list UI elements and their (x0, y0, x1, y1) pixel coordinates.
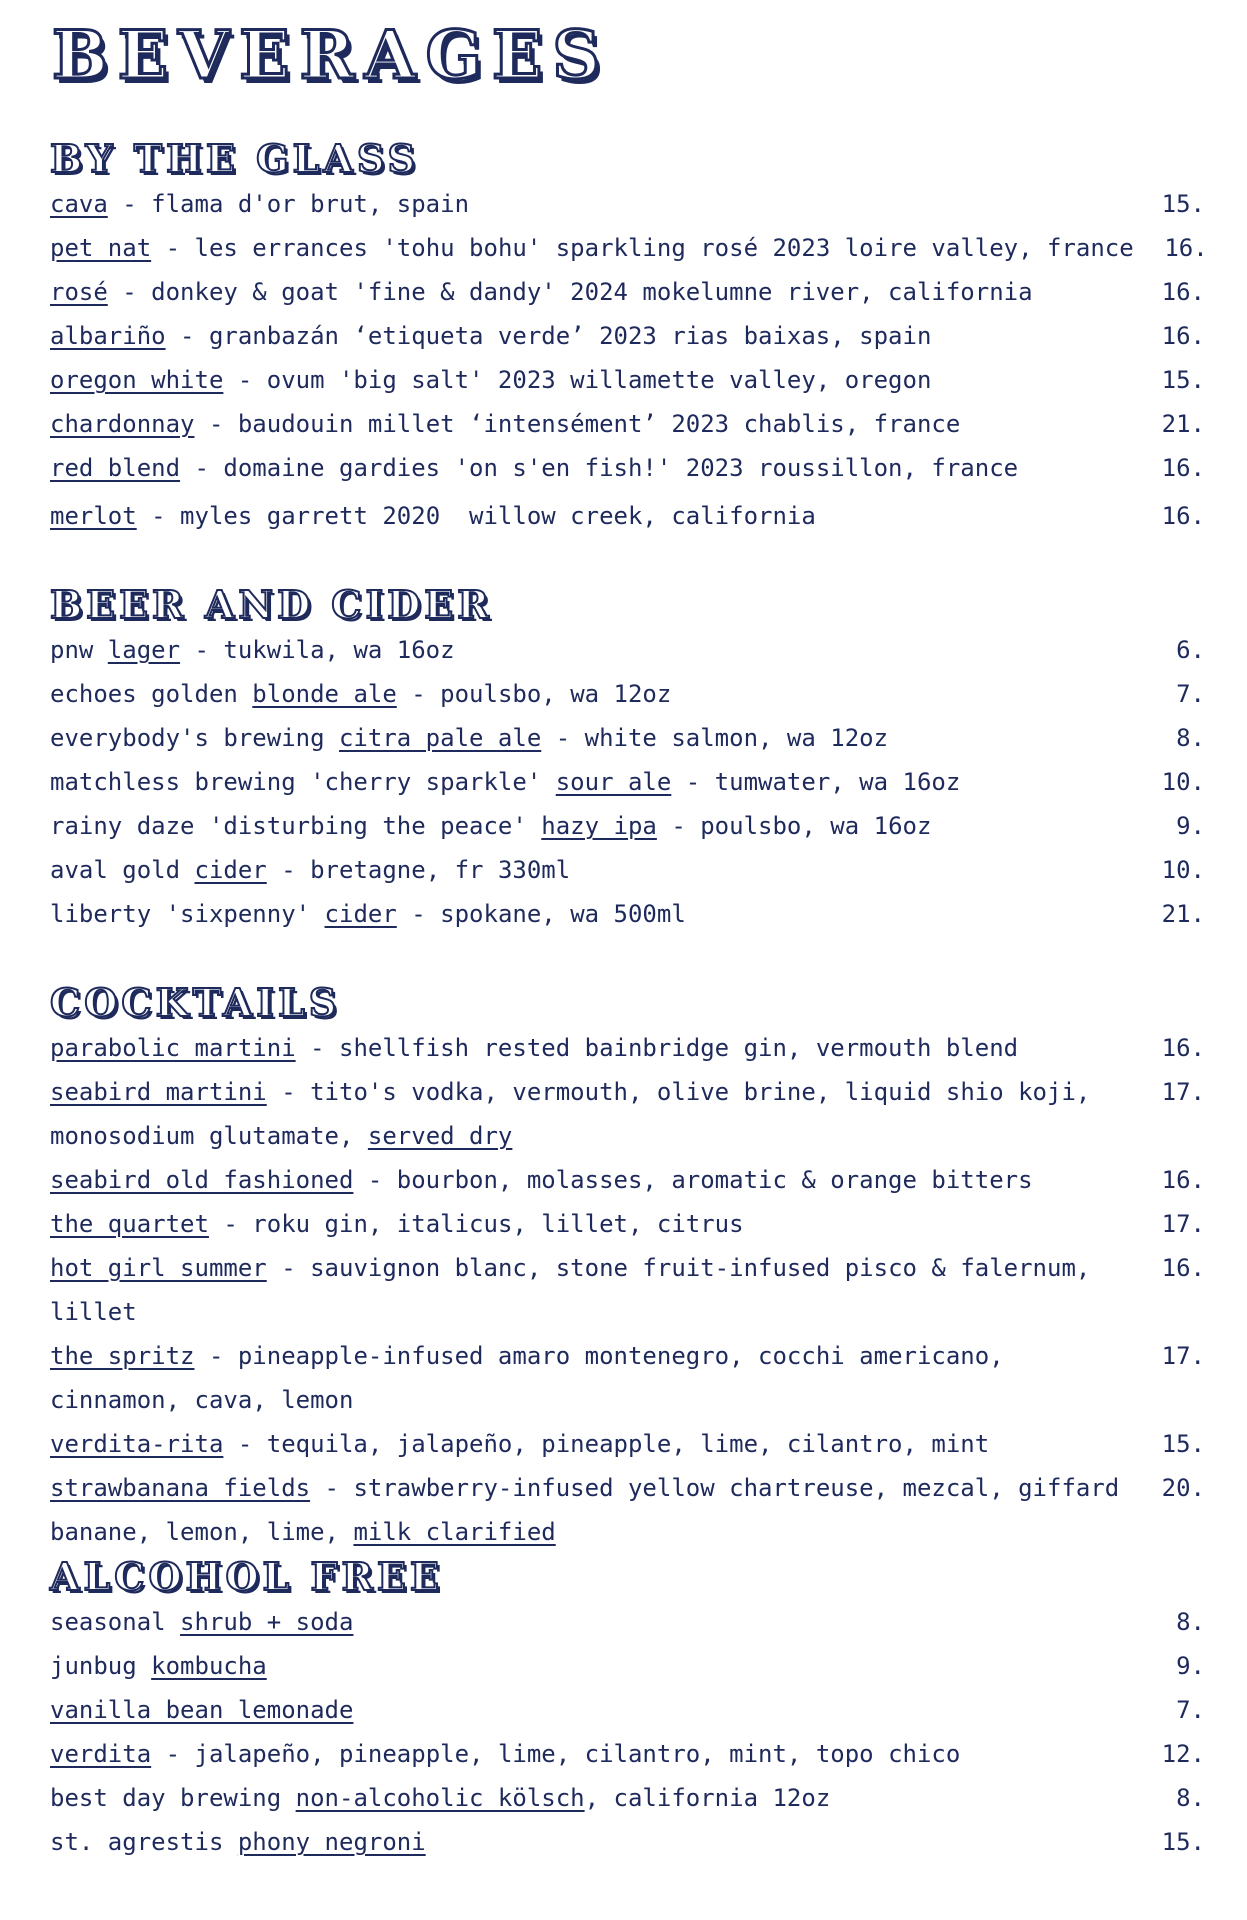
item-price: 9. (1176, 812, 1205, 840)
item-price: 12. (1161, 1740, 1205, 1768)
item-price: 20. (1161, 1474, 1205, 1502)
list-item: strawbanana fields - strawberry-infused yellow chartreuse, mezcal, giffard banane, lemon, lime, milk clarified 20. (50, 1466, 1205, 1554)
item-price: 10. (1161, 768, 1205, 796)
list-item: seabird old fashioned - bourbon, molasses, aromatic & orange bitters 16. (50, 1158, 1205, 1202)
list-item: rainy daze 'disturbing the peace' hazy ipa - poulsbo, wa 16oz 9. (50, 804, 1205, 848)
item-name: seabird old fashioned (50, 1166, 354, 1194)
section-by-the-glass (50, 136, 1208, 538)
item-name: merlot (50, 502, 137, 530)
item-name: red blend (50, 454, 181, 482)
item-price: 15. (1161, 366, 1205, 394)
section-title: ALCOHOL FREE (50, 1554, 443, 1599)
section-title: BEER AND CIDER (50, 582, 493, 627)
item-name: cider (324, 900, 397, 928)
section-title: COCKTAILS (50, 980, 341, 1025)
list-item: st. agrestis phony negroni 15. (50, 1820, 1205, 1864)
item-price: 16. (1161, 502, 1205, 530)
item-price: 8. (1176, 1784, 1205, 1812)
item-name: kombucha (151, 1652, 267, 1680)
item-price: 16. (1161, 454, 1205, 482)
item-name: cider (194, 856, 267, 884)
section-cocktails (50, 980, 1205, 1554)
item-name: verdita (50, 1740, 152, 1768)
item-price: 10. (1161, 856, 1205, 884)
item-name: seabird martini (50, 1078, 267, 1106)
list-item: echoes golden blonde ale - poulsbo, wa 12oz 7. (50, 672, 1205, 716)
item-name: shrub + soda (180, 1608, 354, 1636)
list-item: parabolic martini - shellfish rested bainbridge gin, vermouth blend 16. (50, 1026, 1205, 1070)
item-price: 17. (1161, 1210, 1205, 1238)
section-title: BY THE GLASS (50, 136, 419, 181)
item-price: 16. (1164, 234, 1208, 262)
list-item: oregon white - ovum 'big salt' 2023 willamette valley, oregon 15. (50, 358, 1205, 402)
item-name: chardonnay (50, 410, 195, 438)
item-price: 7. (1176, 680, 1205, 708)
item-price: 17. (1161, 1078, 1205, 1106)
list-item: the spritz - pineapple-infused amaro montenegro, cocchi americano, cinnamon, cava, lemon 17. (50, 1334, 1205, 1422)
item-price: 21. (1161, 900, 1205, 928)
item-name: hot girl summer (50, 1254, 267, 1282)
item-name: pet nat (50, 234, 152, 262)
item-price: 16. (1161, 1034, 1205, 1062)
list-item: verdita-rita - tequila, jalapeño, pineapple, lime, cilantro, mint 15. (50, 1422, 1205, 1466)
list-item: pet nat - les errances 'tohu bohu' sparkling rosé 2023 loire valley, france 16. (50, 226, 1205, 270)
list-item: seasonal shrub + soda 8. (50, 1600, 1205, 1644)
list-item: everybody's brewing citra pale ale - white salmon, wa 12oz 8. (50, 716, 1205, 760)
item-price: 21. (1161, 410, 1205, 438)
list-item: rosé - donkey & goat 'fine & dandy' 2024 mokelumne river, california 16. (50, 270, 1205, 314)
item-name: parabolic martini (50, 1034, 296, 1062)
list-item: best day brewing non-alcoholic kölsch, california 12oz 8. (50, 1776, 1205, 1820)
item-name: vanilla bean lemonade (50, 1696, 354, 1724)
item-price: 16. (1161, 1166, 1205, 1194)
list-item (50, 1688, 1205, 1732)
list-item: albariño - granbazán ‘etiqueta verde’ 2023 rias baixas, spain 16. (50, 314, 1205, 358)
item-price: 8. (1176, 724, 1205, 752)
section-beer-and-cider (50, 582, 1205, 936)
list-item: verdita - jalapeño, pineapple, lime, cilantro, mint, topo chico 12. (50, 1732, 1205, 1776)
item-name: albariño (50, 322, 166, 350)
list-item: the quartet - roku gin, italicus, lillet, citrus 17. (50, 1202, 1205, 1246)
item-name: verdita-rita (50, 1430, 224, 1458)
item-name: citra pale ale (338, 724, 542, 752)
item-name: the quartet (50, 1210, 209, 1238)
list-item: matchless brewing 'cherry sparkle' sour ale - tumwater, wa 16oz 10. (50, 760, 1205, 804)
item-price: 6. (1176, 636, 1205, 664)
item-price: 16. (1161, 322, 1205, 350)
item-price: 15. (1161, 1828, 1205, 1856)
item-name: phony negroni (237, 1828, 426, 1856)
item-name: the spritz (50, 1342, 195, 1370)
list-item: junbug kombucha 9. (50, 1644, 1205, 1688)
item-name: non-alcoholic kölsch (295, 1784, 585, 1812)
item-price: 16. (1161, 1254, 1205, 1282)
list-item: red blend - domaine gardies 'on s'en fish!' 2023 roussillon, france 16. (50, 446, 1205, 490)
item-name: lager (107, 636, 181, 664)
item-price: 16. (1161, 278, 1205, 306)
item-name: cava (50, 190, 108, 218)
item-name: sour ale (555, 768, 672, 796)
item-name: hazy ipa (541, 812, 657, 840)
list-item: aval gold cider - bretagne, fr 330ml 10. (50, 848, 1205, 892)
item-price: 15. (1161, 190, 1205, 218)
list-item: liberty 'sixpenny' cider - spokane, wa 500ml 21. (50, 892, 1205, 936)
list-item: merlot - myles garrett 2020 willow creek, california 16. (50, 494, 1205, 538)
page-title: BEVERAGES (52, 16, 610, 94)
item-price: 8. (1176, 1608, 1205, 1636)
item-price: 15. (1161, 1430, 1205, 1458)
item-name: oregon white (50, 366, 224, 394)
list-item: hot girl summer - sauvignon blanc, stone fruit-infused pisco & falernum, lillet 16. (50, 1246, 1205, 1334)
item-price: 7. (1176, 1696, 1205, 1724)
list-item: cava - flama d'or brut, spain 15. (50, 182, 1205, 226)
list-item: chardonnay - baudouin millet ‘intensément’ 2023 chablis, france 21. (50, 402, 1205, 446)
list-item: pnw lager - tukwila, wa 16oz 6. (50, 628, 1205, 672)
item-name: strawbanana fields (50, 1474, 311, 1502)
item-price: 9. (1176, 1652, 1205, 1680)
section-alcohol-free (50, 1554, 1205, 1864)
item-name: blonde ale (252, 680, 397, 708)
item-name: rosé (50, 278, 108, 306)
list-item: seabird martini - tito's vodka, vermouth, olive brine, liquid shio koji, monosodium glutamate, served dry 17. (50, 1070, 1205, 1158)
item-price: 17. (1161, 1342, 1205, 1370)
